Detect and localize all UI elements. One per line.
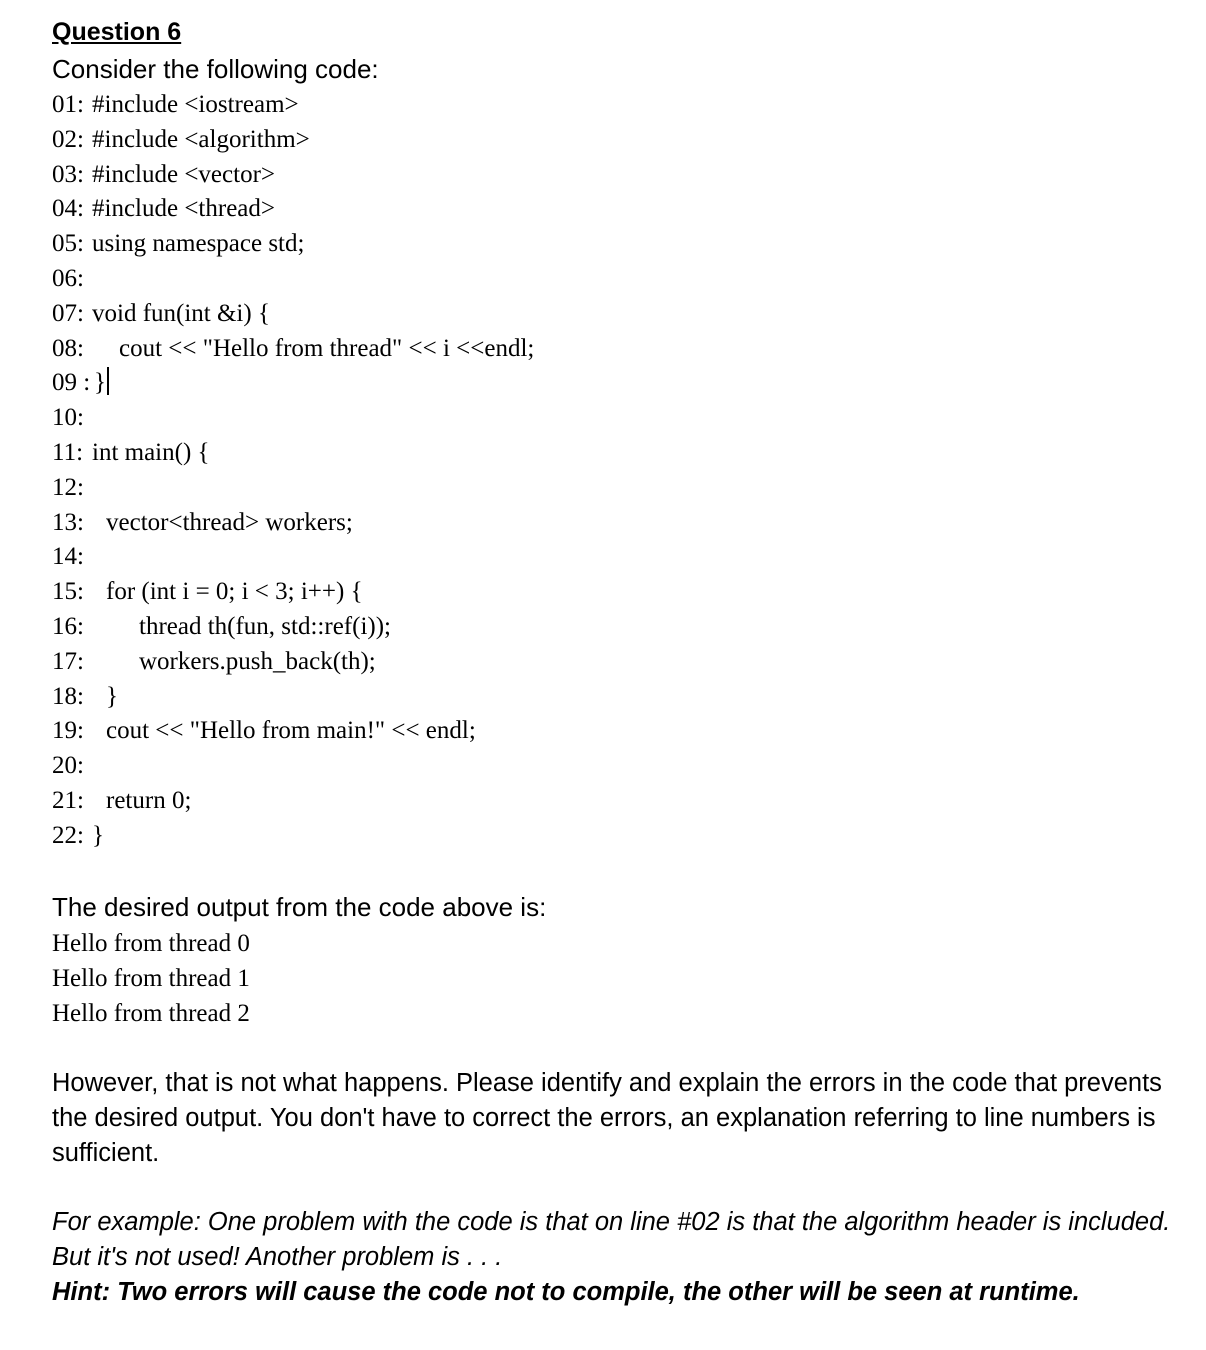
code-text: #include <vector> bbox=[92, 160, 275, 188]
line-number: 22: bbox=[52, 821, 84, 849]
line-number: 15: bbox=[52, 578, 84, 606]
line-number: 06: bbox=[52, 264, 84, 292]
code-text: workers.push_back(th); bbox=[139, 647, 376, 675]
line-number: 19: bbox=[52, 717, 84, 745]
text-cursor bbox=[107, 367, 109, 395]
code-text: cout << "Hello from thread" << i <<endl; bbox=[119, 334, 535, 362]
code-text: #include <thread> bbox=[92, 195, 275, 223]
code-text: void fun(int &i) { bbox=[92, 299, 270, 327]
intro-text: Consider the following code: bbox=[52, 54, 379, 84]
line-number: 08: bbox=[52, 334, 84, 362]
output-line: Hello from thread 2 bbox=[52, 1000, 250, 1027]
line-number: 17: bbox=[52, 647, 84, 675]
hint-text: Hint: Two errors will cause the code not to compile, the other will be seen at runtime. bbox=[52, 1278, 1080, 1306]
desired-output bbox=[52, 926, 250, 1031]
explanation-paragraph: However, that is not what happens. Please identify and explain the errors in the code that prevents the desired output. You don't have to correct the errors, an explanation referring to line numbers is sufficient. bbox=[52, 1069, 1162, 1167]
line-number: 18: bbox=[52, 682, 84, 710]
code-text: } bbox=[106, 682, 118, 710]
line-number: 16: bbox=[52, 612, 84, 640]
output-intro-text: The desired output from the code above is: bbox=[52, 892, 547, 922]
line-number: 12: bbox=[52, 473, 84, 501]
code-text: for (int i = 0; i < 3; i++) { bbox=[106, 578, 363, 606]
line-number: 14: bbox=[52, 543, 84, 571]
line-number: 20: bbox=[52, 752, 84, 780]
code-text: #include <algorithm> bbox=[92, 125, 310, 153]
line-number: 13: bbox=[52, 508, 84, 536]
code-text: } bbox=[94, 369, 106, 397]
code-text: using namespace std; bbox=[92, 230, 305, 258]
line-number: 04: bbox=[52, 195, 84, 223]
line-number: 07: bbox=[52, 299, 84, 327]
code-text: int main() { bbox=[92, 438, 210, 466]
code-text: } bbox=[92, 821, 104, 849]
line-number: 01: bbox=[52, 91, 84, 118]
line-number: 21: bbox=[52, 786, 84, 814]
example-paragraph: For example: One problem with the code is that on line #02 is that the algorithm header is included. But it's not used! Another problem is . . . bbox=[52, 1208, 1171, 1271]
code-text: vector<thread> workers; bbox=[106, 508, 353, 536]
code-text: return 0; bbox=[106, 786, 192, 814]
line-number: 09 : bbox=[52, 369, 91, 397]
question-title: Question 6 bbox=[52, 18, 182, 46]
code-text: thread th(fun, std::ref(i)); bbox=[139, 612, 391, 640]
output-line: Hello from thread 0 bbox=[52, 930, 250, 957]
line-number: 10: bbox=[52, 404, 84, 432]
code-text: cout << "Hello from main!" << endl; bbox=[106, 717, 476, 745]
line-number: 02: bbox=[52, 125, 84, 153]
line-number: 11: bbox=[52, 438, 84, 466]
code-text: #include <iostream> bbox=[92, 91, 299, 118]
line-number: 03: bbox=[52, 160, 84, 188]
output-line: Hello from thread 1 bbox=[52, 965, 250, 992]
line-number: 05: bbox=[52, 230, 84, 258]
